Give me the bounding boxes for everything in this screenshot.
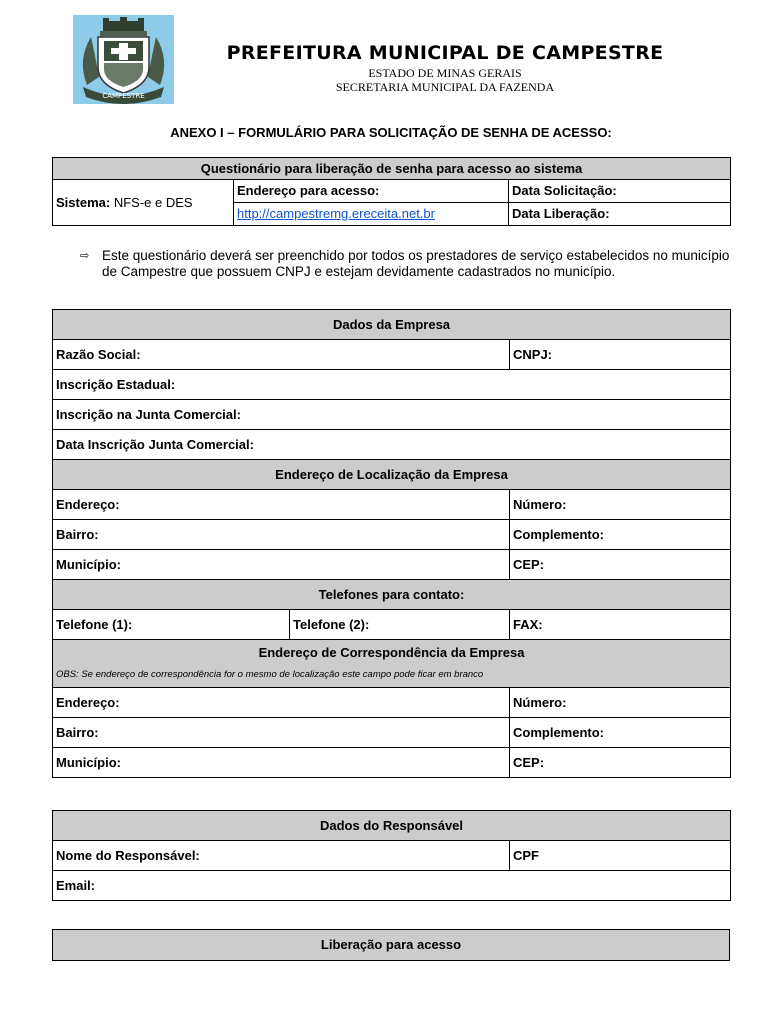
responsible-data-table (52, 810, 731, 901)
company-data-table (52, 309, 731, 778)
phones-heading: Telefones para contato: (53, 580, 731, 610)
corr-zip-field[interactable]: CEP: (510, 748, 731, 778)
secretariat-name: SECRETARIA MUNICIPAL DA FAZENDA (335, 80, 555, 94)
coat-of-arms-ribbon-text: CAMPESTRE (102, 92, 145, 100)
coat-of-arms-logo (73, 15, 174, 104)
instruction-note (80, 248, 730, 280)
municipality-title: PREFEITURA MUNICIPAL DE CAMPESTRE (226, 42, 664, 64)
annex-title: ANEXO I – FORMULÁRIO PARA SOLICITAÇÃO DE SENHA DE ACESSO: (170, 125, 612, 140)
corporate-name-field[interactable]: Razão Social: (53, 340, 510, 370)
corr-complement-field[interactable]: Complemento: (510, 718, 731, 748)
access-url-cell (234, 203, 509, 226)
city-field[interactable]: Município: (53, 550, 510, 580)
release-heading: Liberação para acesso (53, 930, 730, 961)
request-date-label: Data Solicitação: (509, 180, 731, 203)
phone1-field[interactable]: Telefone (1): (53, 610, 290, 640)
access-address-label: Endereço para acesso: (234, 180, 509, 203)
state-registration-field[interactable]: Inscrição Estadual: (53, 370, 731, 400)
fax-field[interactable]: FAX: (510, 610, 731, 640)
number-field[interactable]: Número: (510, 490, 731, 520)
system-value: NFS-e e DES (113, 194, 193, 210)
cpf-field[interactable]: CPF (510, 841, 731, 871)
system-cell (53, 180, 234, 226)
email-field[interactable]: Email: (53, 871, 731, 901)
correspondence-obs: OBS: Se endereço de correspondência for o mesmo de localização este campo pode ficar em branco (56, 668, 484, 680)
phone2-field[interactable]: Telefone (2): (290, 610, 510, 640)
zip-field[interactable]: CEP: (510, 550, 731, 580)
company-heading: Dados da Empresa (53, 310, 731, 340)
location-heading: Endereço de Localização da Empresa (53, 460, 731, 490)
instruction-text: Este questionário deverá ser preenchido por todos os prestadores de serviço estabelecidos no município de Campestre que possuem CNPJ e estejam devidamente cadastrados no município. (102, 248, 730, 279)
questionnaire-table (52, 157, 731, 226)
system-label: Sistema: (56, 194, 111, 210)
cnpj-field[interactable]: CNPJ: (510, 340, 731, 370)
board-registration-date-field[interactable]: Data Inscrição Junta Comercial: (53, 430, 731, 460)
correspondence-heading: Endereço de Correspondência da Empresa (258, 644, 525, 660)
release-date-label: Data Liberação: (509, 203, 731, 226)
questionnaire-heading: Questionário para liberação de senha para acesso ao sistema (53, 158, 731, 180)
right-arrow-icon: ⇨ (80, 250, 90, 262)
complement-field[interactable]: Complemento: (510, 520, 731, 550)
corr-number-field[interactable]: Número: (510, 688, 731, 718)
responsible-name-field[interactable]: Nome do Responsável: (53, 841, 510, 871)
responsible-heading: Dados do Responsável (53, 811, 731, 841)
address-field[interactable]: Endereço: (53, 490, 510, 520)
corr-district-field[interactable]: Bairro: (53, 718, 510, 748)
state-name: ESTADO DE MINAS GERAIS (368, 66, 522, 80)
corr-city-field[interactable]: Município: (53, 748, 510, 778)
correspondence-heading-cell (53, 640, 731, 688)
release-table (52, 929, 730, 961)
district-field[interactable]: Bairro: (53, 520, 510, 550)
corr-address-field[interactable]: Endereço: (53, 688, 510, 718)
board-registration-field[interactable]: Inscrição na Junta Comercial: (53, 400, 731, 430)
access-url-link[interactable]: http://campestremg.ereceita.net.br (237, 206, 435, 221)
